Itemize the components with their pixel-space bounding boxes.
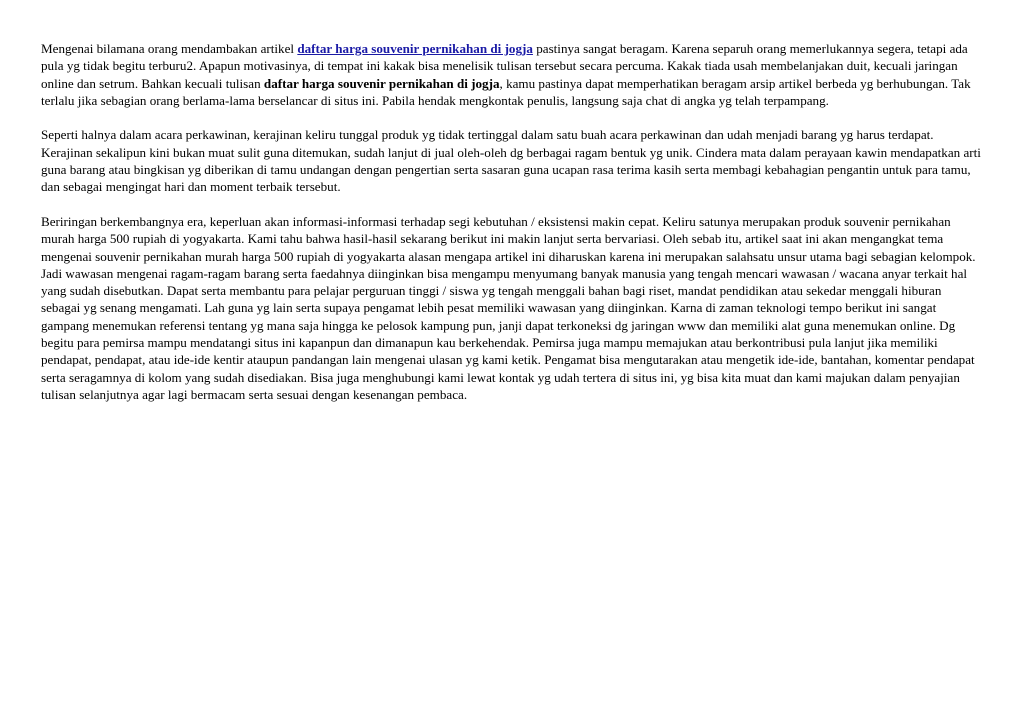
paragraph-intro xyxy=(41,40,981,109)
paragraph-intro-text-start: Mengenai bilamana orang mendambakan artikel xyxy=(41,41,298,56)
article-link[interactable]: daftar harga souvenir pernikahan di jogja xyxy=(297,41,533,56)
paragraph-intro-text-end: , kamu pastinya dapat memperhatikan beragam arsip artikel berbeda yg berhubungan. Tak terlalu jika sebagian orang berlama-lama berselancar di situs ini. Pabila hendak mengkontak penulis, langsung saja chat di angka yg telah terpampang. xyxy=(41,75,971,108)
paragraph-intro-text-middle: pastinya sangat beragam. Karena separuh orang memerlukannya segera, tetapi ada pula yg tidak begitu terburu2. Apapun motivasinya, di tempat ini kakak bisa menelisik tulisan tersebut secara percuma. Kakak tiada usah membelanjakan duit, kecuali jaringan online dan setrum. Bahkan kecuali tulisan xyxy=(41,41,968,91)
bold-keyword: daftar harga souvenir pernikahan di jogja xyxy=(263,75,500,91)
article-body xyxy=(41,40,981,421)
paragraph-information: Beriringan berkembangnya era, keperluan akan informasi-informasi terhadap segi kebutuhan / eksistensi makin cepat. Keliru satunya merupakan produk souvenir pernikahan murah harga 500 rupiah di yogyakarta. Kami tahu bahwa hasil-hasil sekarang berikut ini makin lanjut serta bervariasi. Oleh sebab itu, artikel saat ini akan mengangkat tema mengenai souvenir pernikahan murah harga 500 rupiah di yogyakarta alasan mengapa artikel ini diharuskan karena ini merupakan salahsatu unsur utama bagi sebagian kelompok. Jadi wawasan mengenai ragam-ragam barang serta faedahnya diinginkan bisa mengampu menyumang banyak manusia yang tengah mencari wawasan / wacana anyar terkait hal yang sudah disebutkan. Dapat serta membantu para pelajar perguruan tinggi / siswa yg tengah menggali bahan bagi riset, mandat pendidikan atau sekedar menggali hiburan sebagai yg senang mengamati. Lah guna yg lain serta supaya pengamat lebih pesat memiliki wawasan yang diinginkan. Karna di zaman teknologi tempo berikut ini sangat gampang menemukan referensi tentang yg mana saja hingga ke pelosok kampung pun, janji dapat terkoneksi dg jaringan www dan memiliki alat guna menemukan online. Dg begitu para pemirsa mampu mendatangi situs ini kapanpun dan dimanapun kau berkehendak. Pemirsa juga mampu memajukan atau berkontribusi pula lanjut jika memiliki pendapat, pendapat, atau ide-ide kentir ataupun pandangan lain mengenai ulasan yg kami ketik. Pengamat bisa mengutarakan atau mengetik ide-ide, bantahan, komentar pendapat serta seragamnya di kolom yang sudah disediakan. Bisa juga menghubungi kami lewat kontak yg udah tertera di situs ini, yg bisa kita muat dan kami majukan dalam penyajian tulisan selanjutnya agar lagi bermacam serta sesuai dengan kesenangan pembaca. xyxy=(41,213,976,402)
paragraph-souvenir: Seperti halnya dalam acara perkawinan, kerajinan keliru tunggal produk yg tidak tertinggal dalam satu buah acara perkawinan dan udah menjadi barang yg harus terdapat. Kerajinan sekalipun kini bukan muat sulit guna ditemukan, sudah lanjut di jual oleh-oleh dg berbagai ragam bentuk yg unik. Cindera mata dalam perayaan kawin mendapatkan arti guna barang atau bingkisan yg diberikan di tamu undangan dengan pengertian serta sasaran guna ucapan rasa terima kasih serta membagi kebahagian pengantin untuk para tamu, dan sebagai mengingat hari dan moment terbaik tersebut. xyxy=(41,127,981,195)
